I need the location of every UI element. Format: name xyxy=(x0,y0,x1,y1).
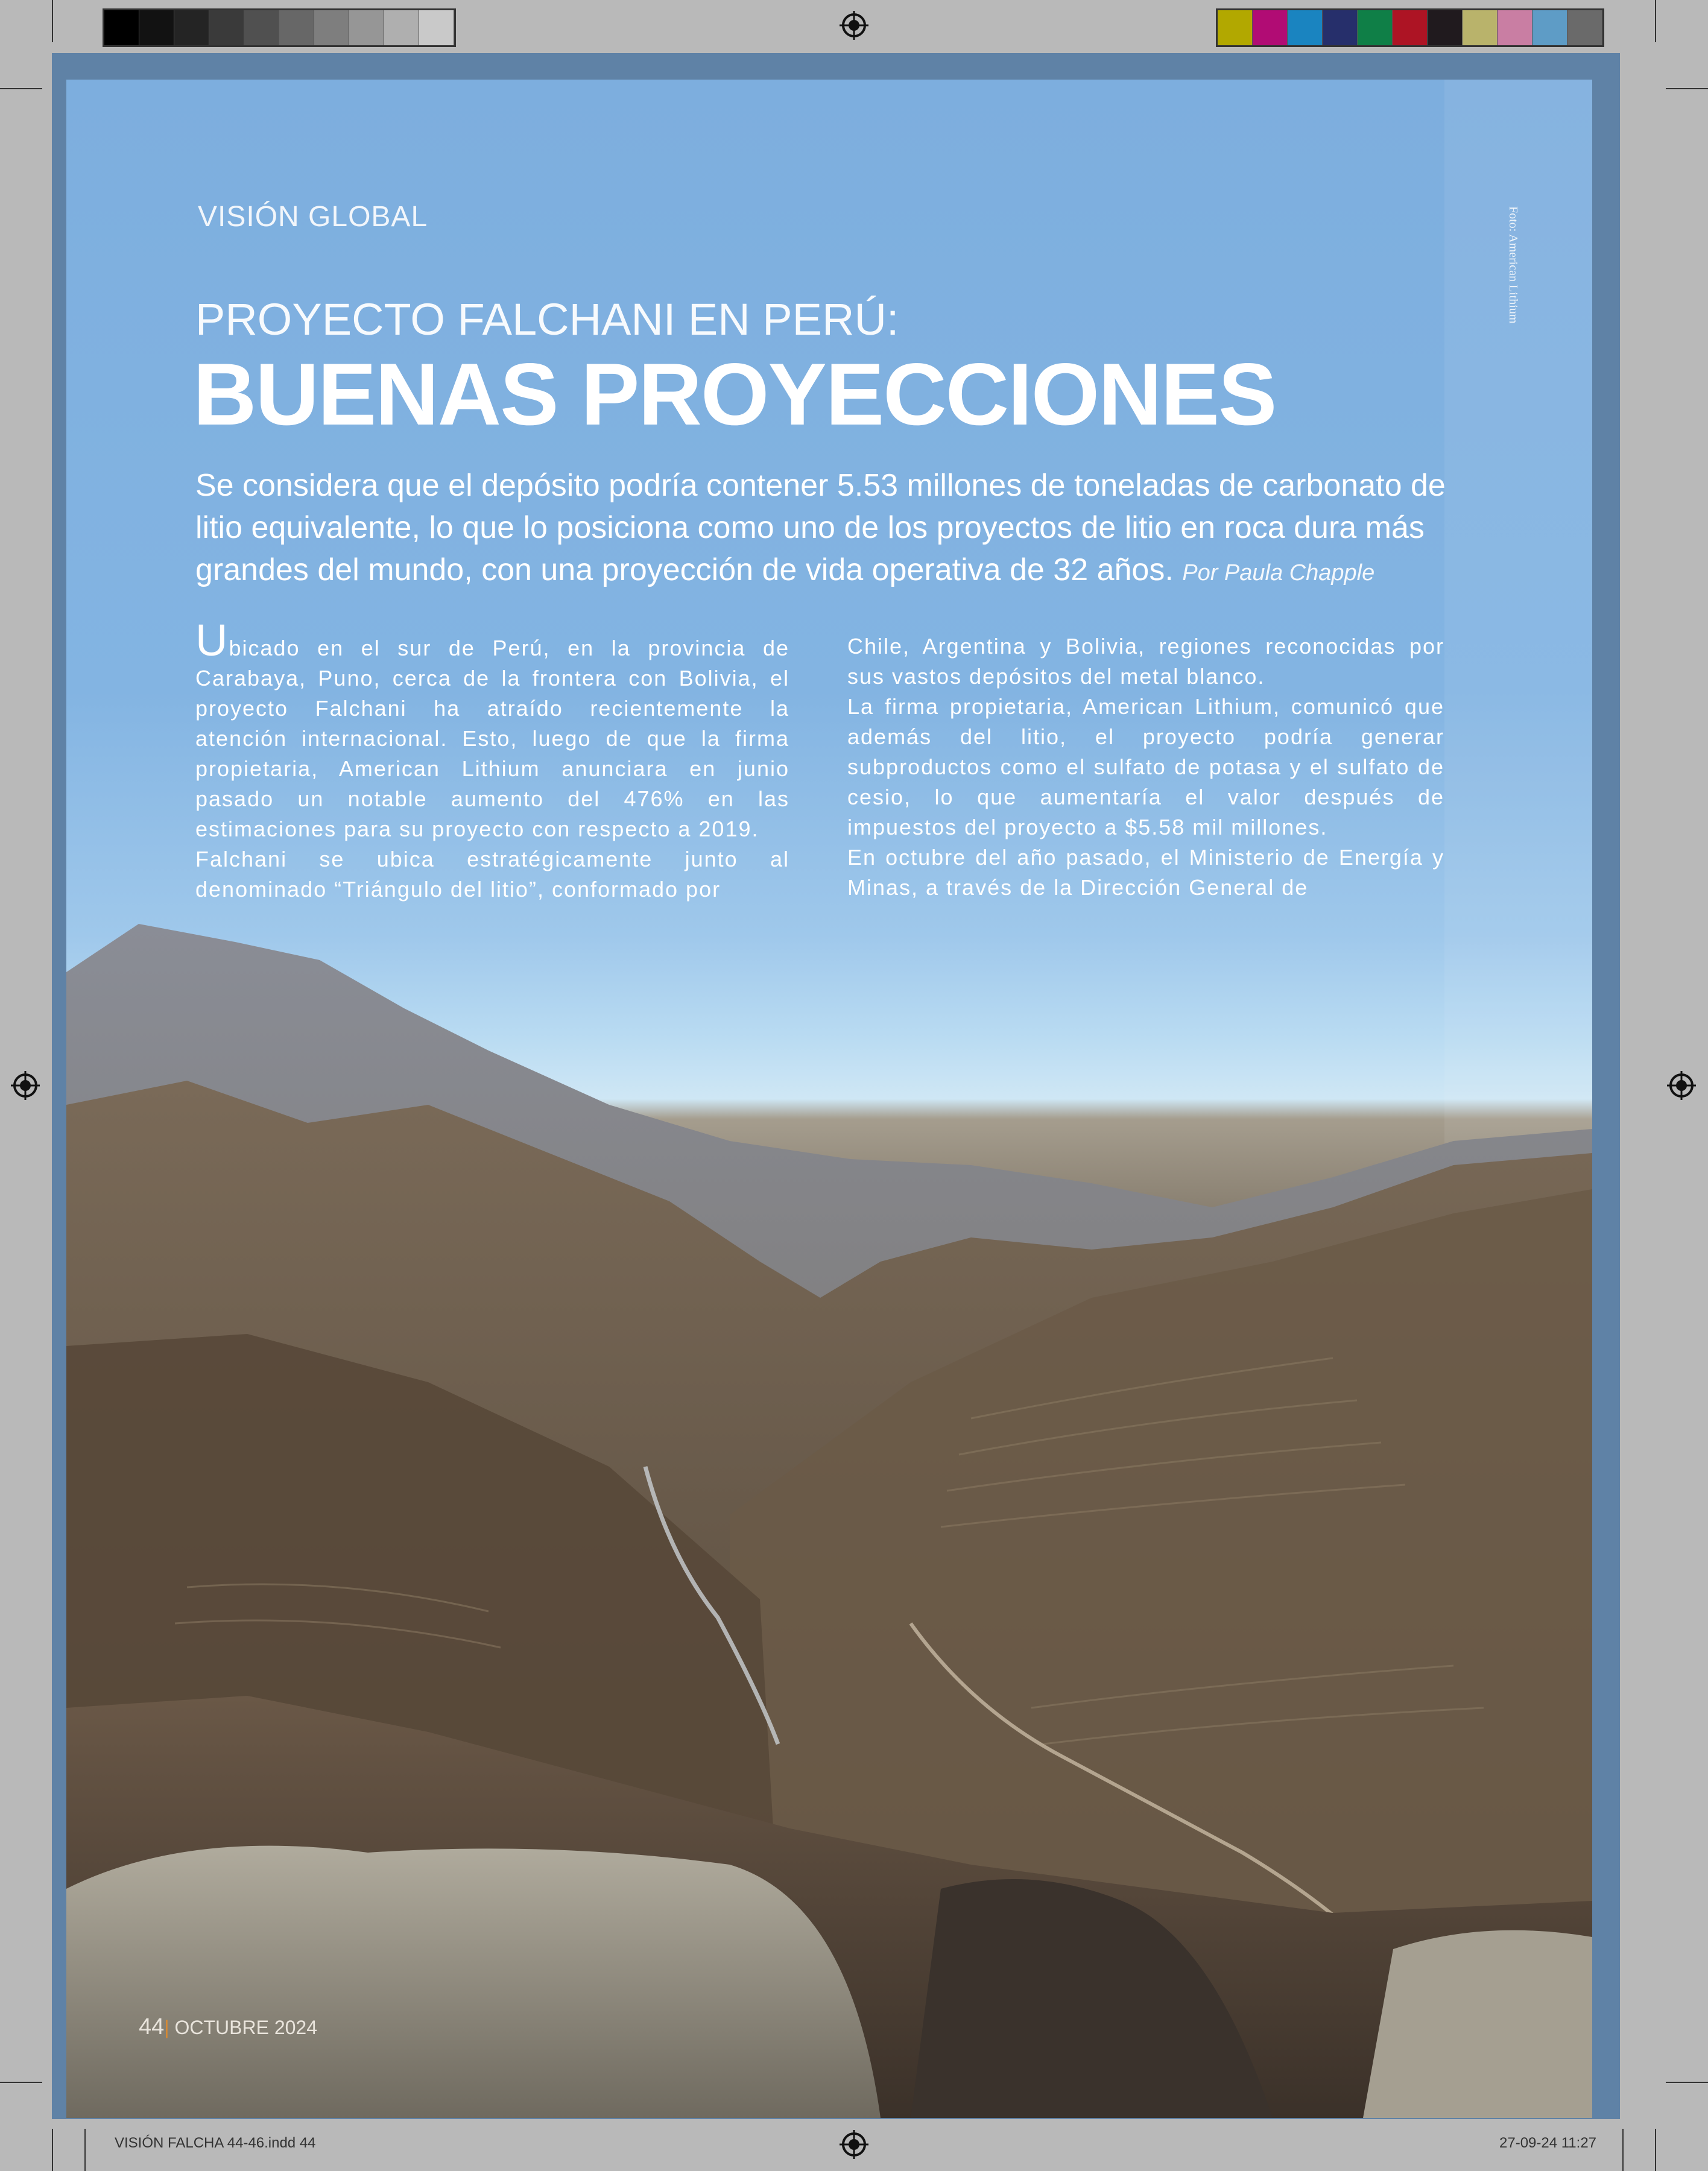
body-paragraph: Falchani se ubica estratégicamente junto al denominado “Triángulo del litio”, conformado por xyxy=(195,847,789,902)
issue-date: OCTUBRE 2024 xyxy=(174,2017,318,2038)
magazine-page xyxy=(66,80,1592,2118)
crop-mark xyxy=(1655,0,1656,42)
gray-swatch xyxy=(104,10,139,45)
gray-swatch xyxy=(279,10,314,45)
body-paragraph xyxy=(195,615,789,844)
crop-mark xyxy=(0,88,42,89)
gray-swatch xyxy=(244,10,279,45)
photo-credit: Foto: American Lithium xyxy=(1507,206,1520,324)
crop-mark xyxy=(84,2129,86,2171)
color-swatch xyxy=(1323,10,1358,45)
folio-separator: | xyxy=(164,2017,169,2038)
color-swatch xyxy=(1463,10,1498,45)
deck-text: Se considera que el depósito podría contener 5.53 millones de toneladas de carbonato de litio equivalente, lo que lo posiciona como uno de los proyectos de litio en roca dura más grandes del mundo, con una proyección de vida operativa de 32 años. xyxy=(195,468,1446,587)
article-headline: BUENAS PROYECCIONES xyxy=(193,345,1276,443)
crop-mark xyxy=(52,0,53,42)
gray-swatch xyxy=(139,10,174,45)
page-number: 44 xyxy=(139,2014,165,2040)
article-deck xyxy=(195,464,1462,594)
color-swatch xyxy=(1218,10,1253,45)
gray-swatch xyxy=(209,10,244,45)
color-swatch xyxy=(1498,10,1532,45)
gray-swatch xyxy=(419,10,454,45)
registration-mark-left-icon xyxy=(11,1071,40,1100)
crop-mark xyxy=(1666,2082,1708,2083)
registration-mark-bottom-icon xyxy=(840,2130,868,2159)
gray-swatch xyxy=(174,10,209,45)
color-swatch xyxy=(1567,10,1602,45)
gray-swatch xyxy=(384,10,419,45)
page-folio xyxy=(139,2014,317,2040)
color-swatch-bar xyxy=(1216,8,1604,47)
crop-mark xyxy=(1666,88,1708,89)
slug-timestamp: 27-09-24 11:27 xyxy=(1499,2135,1597,2151)
crop-mark xyxy=(1655,2129,1656,2171)
drop-cap: U xyxy=(195,615,229,665)
body-paragraph: La firma propietaria, American Lithium, comunicó que además del litio, el proyecto podría generar subproductos como el sulfato de potasa y el sulfato de cesio, lo que aumentaría el valor después de impuestos del proyecto a $5.58 mil millones. xyxy=(847,694,1444,839)
gray-swatch xyxy=(349,10,384,45)
registration-mark-right-icon xyxy=(1667,1071,1696,1100)
crop-mark xyxy=(52,2129,53,2171)
color-swatch xyxy=(1428,10,1463,45)
color-swatch xyxy=(1358,10,1393,45)
slug-filename: VISIÓN FALCHA 44-46.indd 44 xyxy=(115,2135,316,2151)
section-label: VISIÓN GLOBAL xyxy=(198,201,428,233)
gray-swatch-bar xyxy=(103,8,456,47)
mountain-landscape-photo xyxy=(66,924,1592,2118)
body-paragraph: Chile, Argentina y Bolivia, regiones reconocidas por sus vastos depósitos del metal blanco. xyxy=(847,634,1444,689)
crop-mark xyxy=(1622,2129,1624,2171)
body-paragraph: En octubre del año pasado, el Ministerio de Energía y Minas, a través de la Dirección General de xyxy=(847,845,1444,900)
color-swatch xyxy=(1393,10,1428,45)
paragraph-text: bicado en el sur de Perú, en la provincia de Carabaya, Puno, cerca de la frontera con Bolivia, el proyecto Falchani ha atraído recientemente la atención internacional. Esto, luego de que la firma propietaria, American Lithium anunciara en junio pasado un notable aumento del 476% en las estimaciones para su proyecto con respecto a 2019. xyxy=(195,636,789,841)
color-swatch xyxy=(1253,10,1288,45)
gray-swatch xyxy=(314,10,349,45)
article-kicker: PROYECTO FALCHANI EN PERÚ: xyxy=(195,294,899,344)
registration-mark-top-icon xyxy=(840,11,868,40)
crop-mark xyxy=(0,2082,42,2083)
byline: Por Paula Chapple xyxy=(1182,560,1375,586)
color-swatch xyxy=(1532,10,1567,45)
color-swatch xyxy=(1288,10,1323,45)
body-column-left xyxy=(195,615,789,905)
body-column-right xyxy=(847,631,1444,903)
